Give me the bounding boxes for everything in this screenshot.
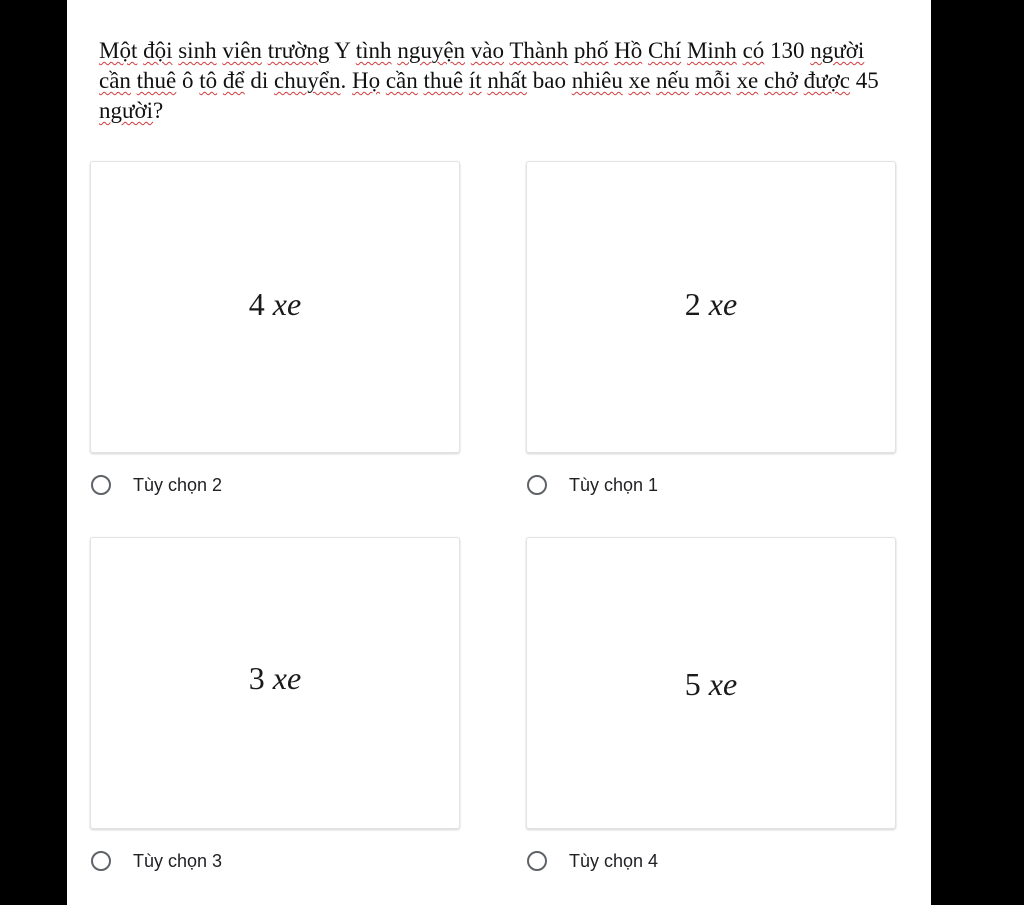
question-word-flagged: chuyển [274,68,341,93]
question-word-flagged: chở [764,68,798,93]
option-image-card-4[interactable] [526,537,896,829]
radio-button[interactable] [91,475,111,495]
question-text-segment: bao [527,68,572,93]
question-word-flagged: để [222,68,245,93]
question-text-segment: Y [329,38,356,63]
question-word-flagged: cần [99,68,131,93]
option-answer-text: 3 xe [248,660,302,696]
question-word-flagged: thuê [423,68,464,93]
form-page [67,0,931,905]
question-word-flagged: người [810,38,865,63]
radio-button[interactable] [527,851,547,871]
option-radio-row-3[interactable] [91,847,222,875]
question-word-flagged: Họ [351,68,381,93]
question-word-flagged: mỗi [695,68,731,93]
option-answer-text: 4 xe [248,286,302,322]
question-word-flagged: được [803,68,850,93]
option-image-card-2[interactable] [526,161,896,453]
question-word-flagged: trường [267,38,330,63]
question-word-flagged: nhiêu [571,68,623,93]
question-word-flagged: phố [573,38,609,63]
option-answer-text: 2 xe [684,286,738,322]
question-text [99,36,899,126]
option-label[interactable]: Tùy chọn 1 [569,474,659,495]
question-word-flagged: Một [99,38,138,63]
option-image-card-1[interactable] [90,161,460,453]
option-radio-row-2[interactable] [527,471,658,499]
option-radio-row-4[interactable] [527,847,658,875]
question-word-flagged: sinh [178,38,217,63]
question-word-flagged: xe [736,68,759,93]
question-word-flagged: tô [199,68,218,93]
question-word-flagged: người [99,98,154,123]
question-word-flagged: Thành [509,38,569,63]
question-word-flagged: ít [468,68,482,93]
question-word-flagged: nhất [487,68,527,93]
question-text-segment: . [340,68,352,93]
option-radio-row-1[interactable] [91,471,222,499]
option-label[interactable]: Tùy chọn 2 [133,474,223,495]
radio-button[interactable] [527,475,547,495]
question-text-segment: ? [153,98,164,123]
question-word-flagged: viên [222,38,262,63]
question-text-segment: 45 [849,68,879,93]
radio-button[interactable] [91,851,111,871]
question-word-flagged: Hồ [614,38,643,63]
option-answer-text: 5 xe [684,666,738,702]
question-word-flagged: cần [385,68,418,93]
question-text-segment: 130 [764,38,811,63]
question-word-flagged: nguyện [397,38,466,63]
question-word-flagged: thuê [136,68,177,93]
question-word-flagged: xe [628,68,651,93]
question-text-segment: di [244,68,275,93]
question-word-flagged: Chí [647,38,682,63]
question-word-flagged: vào [470,38,504,63]
question-word-flagged: có [742,38,765,63]
question-word-flagged: Minh [686,38,737,63]
question-text-segment: ô [176,68,200,93]
question-word-flagged: nếu [656,68,690,93]
option-label[interactable]: Tùy chọn 3 [133,850,223,871]
question-word-flagged: đội [143,38,173,63]
question-word-flagged: tình [355,38,392,63]
option-label[interactable]: Tùy chọn 4 [569,850,659,871]
option-image-card-3[interactable] [90,537,460,829]
